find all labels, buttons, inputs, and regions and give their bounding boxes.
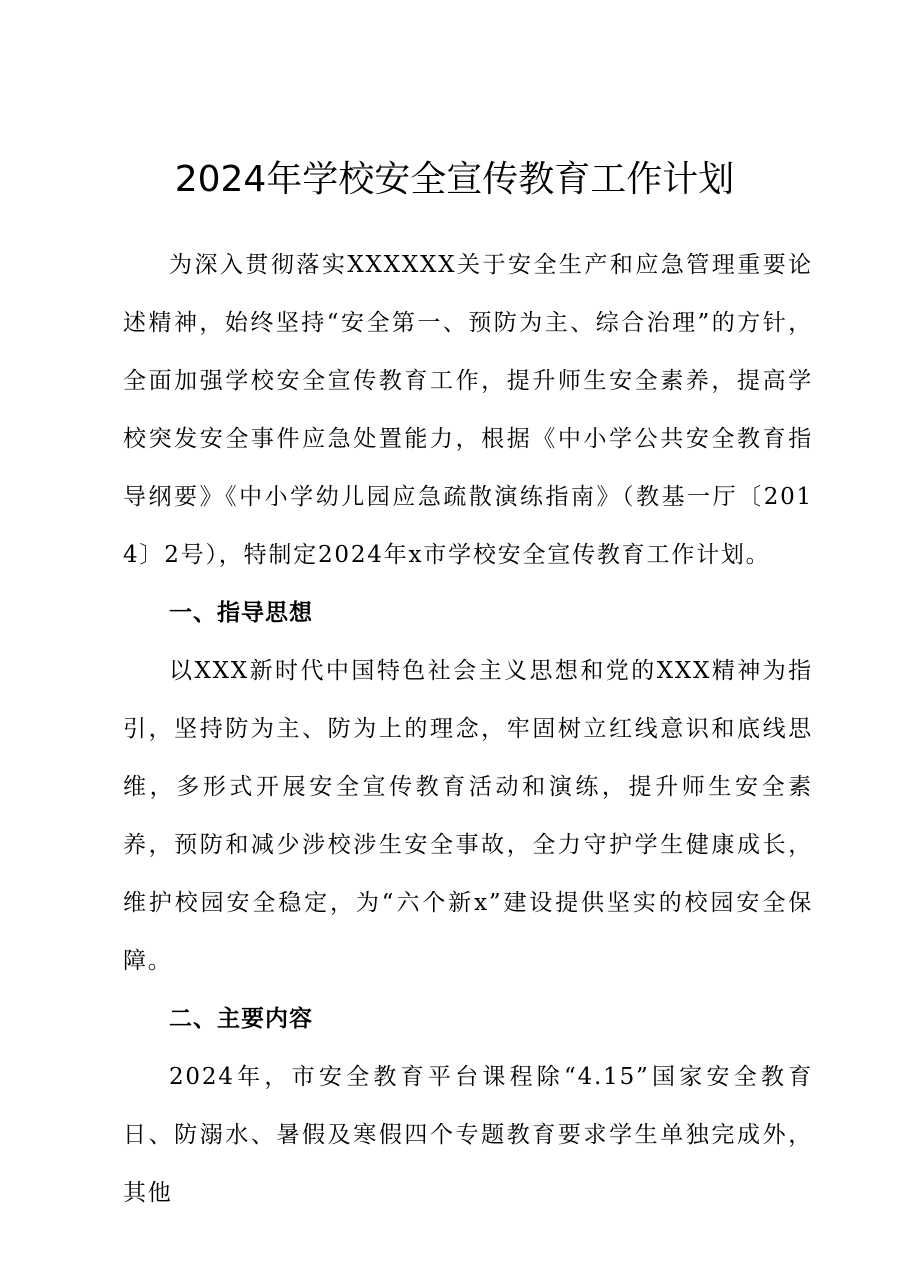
section-heading-main-content: 二、主要内容	[169, 1006, 313, 1032]
intro-paragraph: 为深入贯彻落实XXXXXX关于安全生产和应急管理重要论述精神，始终坚持“安全第一、预防为主、综合治理”的方针，全面加强学校安全宣传教育工作，提升师生安全素养，提高学校突发安全事件应急处置能力，根据《中小学公共安全教育指导纲要》《中小学幼儿园应急疏散演练指南》（教基一厅〔2014〕2号），特制定2024年x市学校安全宣传教育工作计划。	[123, 252, 813, 568]
document-title: 2024年学校安全宣传教育工作计划	[174, 159, 735, 200]
section-paragraph-guiding-ideology: 以XXX新时代中国特色社会主义思想和党的XXX精神为指引，坚持防为主、防为上的理念，牢固树立红线意识和底线思维，多形式开展安全宣传教育活动和演练，提升师生安全素养，预防和减少涉校涉生安全事故，全力守护学生健康成长，维护校园安全稳定，为“六个新x”建设提供坚实的校园安全保障。	[123, 658, 813, 974]
document-body	[123, 236, 813, 1222]
section-heading-guiding-ideology: 一、指导思想	[169, 600, 313, 626]
section-paragraph-main-content: 2024年，市安全教育平台课程除“4.15”国家安全教育日、防溺水、暑假及寒假四个专题教育要求学生单独完成外，其他	[123, 1064, 813, 1206]
